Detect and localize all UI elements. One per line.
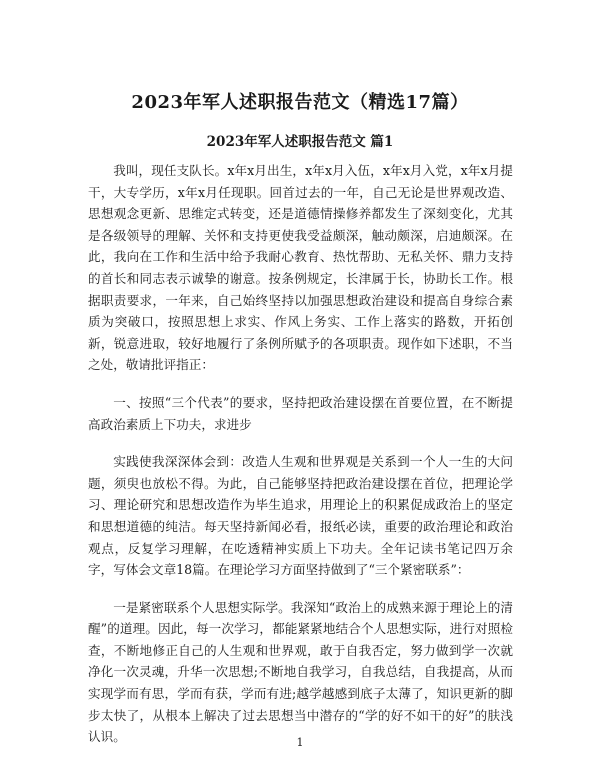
document-title: 2023年军人述职报告范文（精选17篇） — [131, 92, 469, 113]
paragraph-heading-one: 一、按照“三个代表”的要求，坚持把政治建设摆在首要位置，在不断提高政治素质上下功夫，求进步 — [88, 394, 513, 432]
paragraph-first-link: 一是紧密联系个人思想实际学。我深知“政治上的成熟来源于理论上的清醒”的道理。因此，每一次学习，都能紧紧地结合个人思想实际，进行对照检查，不断地修正自己的人生观和世界观，敢于自我否定，努力做到学一次就净化一次灵魂，升华一次思想;不断地自我学习，自我总结，自我提高，从而实现学而有思，学而有获，学而有进;越学越感到底子太薄了，知识更新的脚步太快了，从根本上解决了过去思想当中潜存的“学的好不如干的好”的肤浅认识。 — [88, 599, 513, 745]
paragraph-practice: 实践使我深深体会到：改造人生观和世界观是关系到一个人一生的大问题，须臾也放松不得。为此，自己能够坚持把政治建设摆在首位，把理论学习、理论研究和思想改造作为毕生追求，用理论上的积累促成政治上的坚定和思想道德的纯洁。每天坚持新闻必看，报纸必读，重要的政治理论和政治观点，反复学习理解，在吃透精神实质上下功夫。全年记读书笔记四万余字，写体会文章18篇。在理论学习方面坚持做到了“三个紧密联系”： — [88, 454, 513, 578]
page-number: 1 — [296, 736, 304, 749]
paragraph-intro: 我叫，现任支队长。x年x月出生，x年x月入伍，x年x月入党，x年x月提干，大专学历，x年x月任现职。回首过去的一年，自己无论是世界观改造、思想观念更新、思维定式转变，还是道德情操修养都发生了深刻变化，尤其是各级领导的理解、关怀和支持更使我受益颇深，触动颇深，启迪颇深。在此，我向在工作和生活中给予我耐心教育、热忱帮助、无私关怀、鼎力支持的首长和同志表示诚挚的谢意。按条例规定，长津属于长，协助长工作。根据职责要求，一年来，自己始终坚持以加强思想政治建设和提高自身综合素质为突破口，按照思想上求实、作风上务实、工作上落实的路数，开拓创新，锐意进取，较好地履行了条例所赋予的各项职责。现作如下述职，不当之处，敬请批评指正： — [88, 163, 513, 373]
document-body — [88, 160, 513, 764]
section-title: 2023年军人述职报告范文 篇1 — [206, 134, 394, 150]
